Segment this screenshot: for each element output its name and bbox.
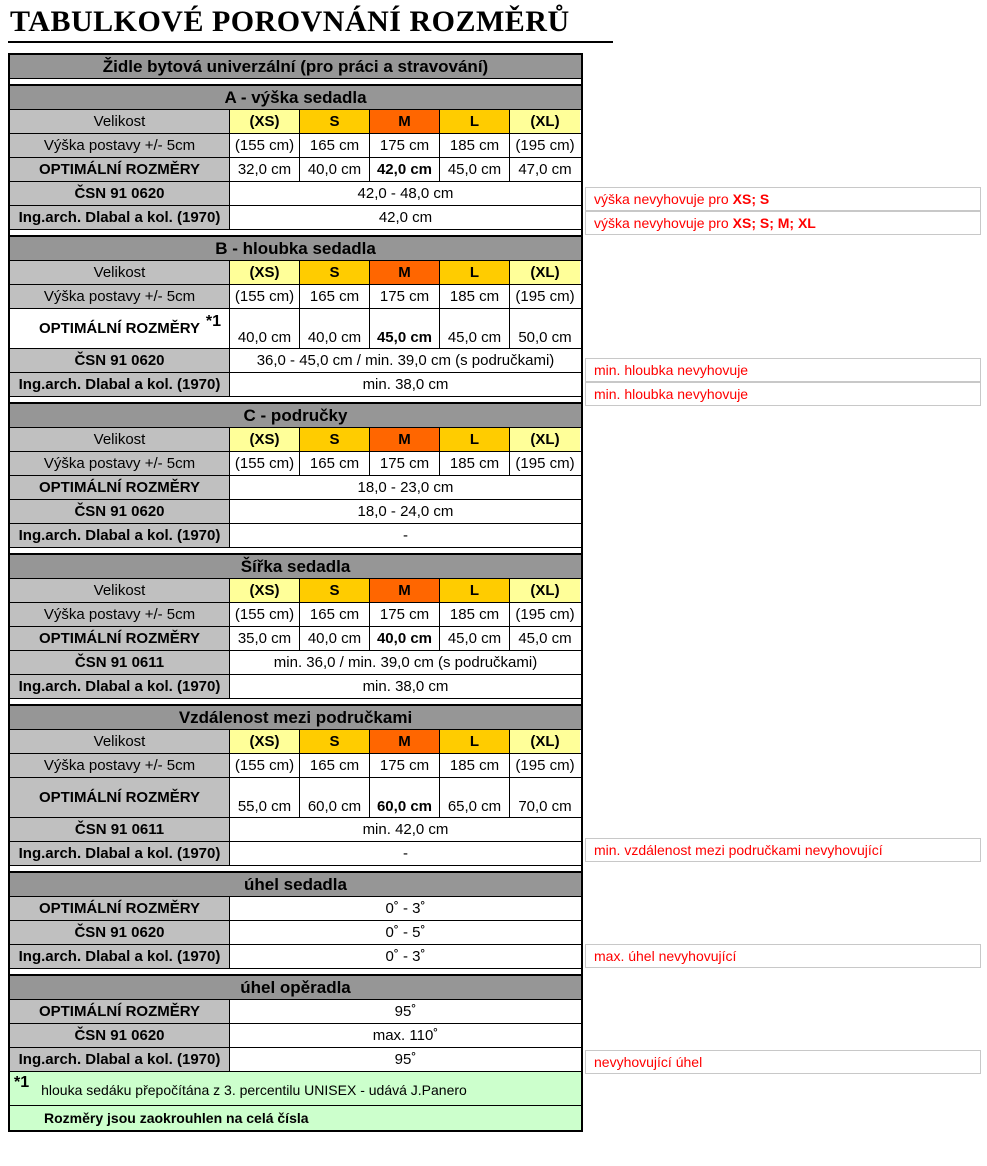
title-underline: [8, 41, 613, 43]
csn-row: [10, 921, 581, 945]
label-vyska-postavy: Výška postavy +/- 5cm: [10, 285, 230, 308]
size-l: L: [440, 730, 510, 753]
optimal-value: 65,0 cm: [440, 778, 510, 817]
size-l: L: [440, 428, 510, 451]
size-xs: (XS): [230, 730, 300, 753]
table-header: Židle bytová univerzální (pro práci a stravování): [10, 55, 581, 78]
csn-row: [10, 651, 581, 675]
label-dlabal: Ing.arch. Dlabal a kol. (1970): [10, 206, 230, 229]
optimal-row: [10, 1000, 581, 1024]
size-m: M: [370, 428, 440, 451]
size-xs: (XS): [230, 428, 300, 451]
optimal-value: 45,0 cm: [440, 309, 510, 348]
label-dlabal: Ing.arch. Dlabal a kol. (1970): [10, 524, 230, 547]
remark-text: výška nevyhovuje pro: [594, 215, 729, 231]
height-value: (155 cm): [230, 754, 300, 777]
size-xl: (XL): [510, 730, 580, 753]
size-m: M: [370, 579, 440, 602]
optimal-value: 95˚: [394, 1003, 417, 1020]
csn-row: [10, 349, 581, 373]
label-dlabal: Ing.arch. Dlabal a kol. (1970): [10, 842, 230, 865]
optimal-value: 35,0 cm: [230, 627, 300, 650]
section-title-f: úhel sedadla: [10, 873, 581, 896]
height-value: (195 cm): [515, 606, 575, 623]
footnote-marker: *1: [14, 1074, 30, 1091]
csn-value: 18,0 - 24,0 cm: [357, 503, 454, 520]
remark-b-csn: min. hloubka nevyhovuje: [585, 358, 981, 382]
section-title-e: Vzdálenost mezi područkami: [10, 706, 581, 729]
section-divider: [10, 548, 581, 555]
label-csn: ČSN 91 0611: [10, 651, 230, 674]
height-value: 165 cm: [300, 134, 370, 157]
optimal-value: 42,0 cm: [370, 158, 440, 181]
comparison-table: [8, 53, 583, 1132]
height-row: [10, 452, 581, 476]
size-s: S: [300, 261, 370, 284]
size-row: [10, 261, 581, 285]
height-value: (195 cm): [515, 137, 575, 154]
section-divider: [10, 866, 581, 873]
csn-value: 36,0 - 45,0 cm / min. 39,0 cm (s područkami): [256, 352, 555, 369]
optimal-value: 45,0 cm: [518, 630, 572, 647]
optimal-value: 70,0 cm: [518, 798, 572, 815]
height-value: 165 cm: [300, 452, 370, 475]
size-xl: (XL): [510, 110, 580, 133]
optimal-row: [10, 897, 581, 921]
size-s: S: [300, 110, 370, 133]
label-vyska-postavy: Výška postavy +/- 5cm: [10, 134, 230, 157]
dlabal-value: -: [403, 527, 408, 544]
footnote-marker: *1: [205, 313, 221, 330]
label-csn: ČSN 91 0620: [10, 182, 230, 205]
dlabal-row: [10, 945, 581, 969]
footnote-row: [10, 1072, 581, 1106]
optimal-value: 45,0 cm: [440, 158, 510, 181]
size-l: L: [440, 579, 510, 602]
optimal-row: [10, 309, 581, 349]
size-xs: (XS): [230, 261, 300, 284]
label-velikost: Velikost: [10, 261, 230, 284]
csn-value: 42,0 - 48,0 cm: [357, 185, 454, 202]
optimal-row: [10, 627, 581, 651]
page-title: TABULKOVÉ POROVNÁNÍ ROZMĚRŮ: [10, 5, 570, 38]
height-row: [10, 134, 581, 158]
height-value: 165 cm: [300, 603, 370, 626]
remark-a-csn: [585, 187, 981, 211]
height-value: 175 cm: [370, 134, 440, 157]
label-csn: ČSN 91 0620: [10, 349, 230, 372]
height-value: (195 cm): [515, 455, 575, 472]
label-dlabal: Ing.arch. Dlabal a kol. (1970): [10, 1048, 230, 1071]
height-value: (155 cm): [230, 452, 300, 475]
csn-value: min. 36,0 / min. 39,0 cm (s područkami): [273, 654, 538, 671]
size-s: S: [300, 730, 370, 753]
label-vyska-postavy: Výška postavy +/- 5cm: [10, 452, 230, 475]
height-value: (155 cm): [230, 603, 300, 626]
label-vyska-postavy: Výška postavy +/- 5cm: [10, 603, 230, 626]
optimal-value: 47,0 cm: [518, 161, 572, 178]
label-vyska-postavy: Výška postavy +/- 5cm: [10, 754, 230, 777]
csn-value: max. 110˚: [372, 1027, 439, 1044]
optimal-value: 32,0 cm: [230, 158, 300, 181]
optimal-value: 40,0 cm: [300, 158, 370, 181]
dlabal-value: min. 38,0 cm: [362, 376, 449, 393]
height-value: 175 cm: [370, 754, 440, 777]
optimal-row: [10, 158, 581, 182]
section-title-c: C - područky: [10, 404, 581, 427]
size-s: S: [300, 428, 370, 451]
height-value: (155 cm): [230, 285, 300, 308]
dlabal-value: min. 38,0 cm: [362, 678, 449, 695]
label-optimal-text: OPTIMÁLNÍ ROZMĚRY: [38, 320, 201, 337]
label-optimal: OPTIMÁLNÍ ROZMĚRY: [10, 627, 230, 650]
label-optimal: OPTIMÁLNÍ ROZMĚRY: [10, 897, 230, 920]
label-csn: ČSN 91 0620: [10, 921, 230, 944]
optimal-row: [10, 778, 581, 818]
height-row: [10, 754, 581, 778]
height-value: 175 cm: [370, 603, 440, 626]
footnote: [10, 1072, 581, 1105]
height-value: 175 cm: [370, 452, 440, 475]
size-m: M: [370, 261, 440, 284]
dlabal-value: -: [403, 845, 408, 862]
label-velikost: Velikost: [10, 110, 230, 133]
remark-e-csn: min. vzdálenost mezi područkami nevyhovující: [585, 838, 981, 862]
dlabal-value: 95˚: [394, 1051, 417, 1068]
rounding-note: Rozměry jsou zaokrouhlen na celá čísla: [10, 1106, 581, 1130]
label-velikost: Velikost: [10, 730, 230, 753]
size-xl: (XL): [510, 261, 580, 284]
section-title-g: úhel opěradla: [10, 976, 581, 999]
size-row: [10, 730, 581, 754]
csn-row: [10, 1024, 581, 1048]
size-row: [10, 428, 581, 452]
label-velikost: Velikost: [10, 579, 230, 602]
remark-bold: XS; S; M; XL: [732, 215, 816, 231]
size-xs: (XS): [230, 579, 300, 602]
csn-value: 0˚ - 5˚: [385, 924, 426, 941]
size-m: M: [370, 110, 440, 133]
height-value: 185 cm: [440, 754, 510, 777]
size-row: [10, 579, 581, 603]
remark-bold: XS; S: [732, 191, 770, 207]
optimal-value: 40,0 cm: [370, 627, 440, 650]
remark-a-dlabal: [585, 211, 981, 235]
section-divider: [10, 230, 581, 237]
height-value: 165 cm: [300, 285, 370, 308]
optimal-value: 45,0 cm: [440, 627, 510, 650]
optimal-value: 60,0 cm: [300, 778, 370, 817]
dlabal-row: [10, 524, 581, 548]
size-l: L: [440, 261, 510, 284]
dlabal-row: [10, 842, 581, 866]
height-value: 175 cm: [370, 285, 440, 308]
dlabal-row: [10, 206, 581, 230]
label-csn: ČSN 91 0620: [10, 1024, 230, 1047]
size-row: [10, 110, 581, 134]
height-value: 165 cm: [300, 754, 370, 777]
section-divider: [10, 397, 581, 404]
label-dlabal: Ing.arch. Dlabal a kol. (1970): [10, 945, 230, 968]
size-m: M: [370, 730, 440, 753]
section-title-a: A - výška sedadla: [10, 86, 581, 109]
height-row: [10, 603, 581, 627]
section-divider: [10, 79, 581, 86]
remark-g-csn: nevyhovující úhel: [585, 1050, 981, 1074]
remark-text: výška nevyhovuje pro: [594, 191, 729, 207]
dlabal-row: [10, 1048, 581, 1072]
optimal-value: 55,0 cm: [230, 778, 300, 817]
height-value: 185 cm: [440, 134, 510, 157]
rounding-row: [10, 1106, 581, 1130]
section-divider: [10, 969, 581, 976]
label-optimal: OPTIMÁLNÍ ROZMĚRY: [10, 778, 230, 817]
label-optimal: OPTIMÁLNÍ ROZMĚRY: [10, 158, 230, 181]
optimal-value: 40,0 cm: [230, 309, 300, 348]
label-optimal: OPTIMÁLNÍ ROZMĚRY: [10, 476, 230, 499]
height-value: 185 cm: [440, 285, 510, 308]
label-dlabal: Ing.arch. Dlabal a kol. (1970): [10, 675, 230, 698]
remark-b-dlabal: min. hloubka nevyhovuje: [585, 382, 981, 406]
dlabal-value: 42,0 cm: [378, 209, 433, 226]
csn-value: min. 42,0 cm: [362, 821, 449, 838]
height-row: [10, 285, 581, 309]
label-optimal: OPTIMÁLNÍ ROZMĚRY: [10, 1000, 230, 1023]
label-csn: ČSN 91 0611: [10, 818, 230, 841]
size-xl: (XL): [510, 579, 580, 602]
height-value: (195 cm): [515, 757, 575, 774]
height-value: (155 cm): [230, 134, 300, 157]
dlabal-row: [10, 373, 581, 397]
height-value: 185 cm: [440, 452, 510, 475]
label-dlabal: Ing.arch. Dlabal a kol. (1970): [10, 373, 230, 396]
optimal-value: 45,0 cm: [370, 309, 440, 348]
csn-row: [10, 182, 581, 206]
height-value: (195 cm): [515, 288, 575, 305]
csn-row: [10, 500, 581, 524]
label-velikost: Velikost: [10, 428, 230, 451]
optimal-value: 18,0 - 23,0 cm: [357, 479, 454, 496]
optimal-value: 0˚ - 3˚: [385, 900, 426, 917]
optimal-row: [10, 476, 581, 500]
size-s: S: [300, 579, 370, 602]
size-xl: (XL): [510, 428, 580, 451]
dlabal-row: [10, 675, 581, 699]
section-title-b: B - hloubka sedadla: [10, 237, 581, 260]
optimal-value: 40,0 cm: [300, 309, 370, 348]
csn-row: [10, 818, 581, 842]
section-title-d: Šířka sedadla: [10, 555, 581, 578]
optimal-value: 40,0 cm: [300, 627, 370, 650]
section-divider: [10, 699, 581, 706]
remark-f-csn: max. úhel nevyhovující: [585, 944, 981, 968]
dlabal-value: 0˚ - 3˚: [385, 948, 426, 965]
label-csn: ČSN 91 0620: [10, 500, 230, 523]
label-optimal: [10, 309, 230, 348]
footnote-text: hlouka sedáku přepočítána z 3. percentilu UNISEX - udává J.Panero: [41, 1082, 467, 1098]
size-l: L: [440, 110, 510, 133]
height-value: 185 cm: [440, 603, 510, 626]
optimal-value: 60,0 cm: [370, 778, 440, 817]
optimal-value: 50,0 cm: [518, 329, 572, 346]
size-xs: (XS): [230, 110, 300, 133]
